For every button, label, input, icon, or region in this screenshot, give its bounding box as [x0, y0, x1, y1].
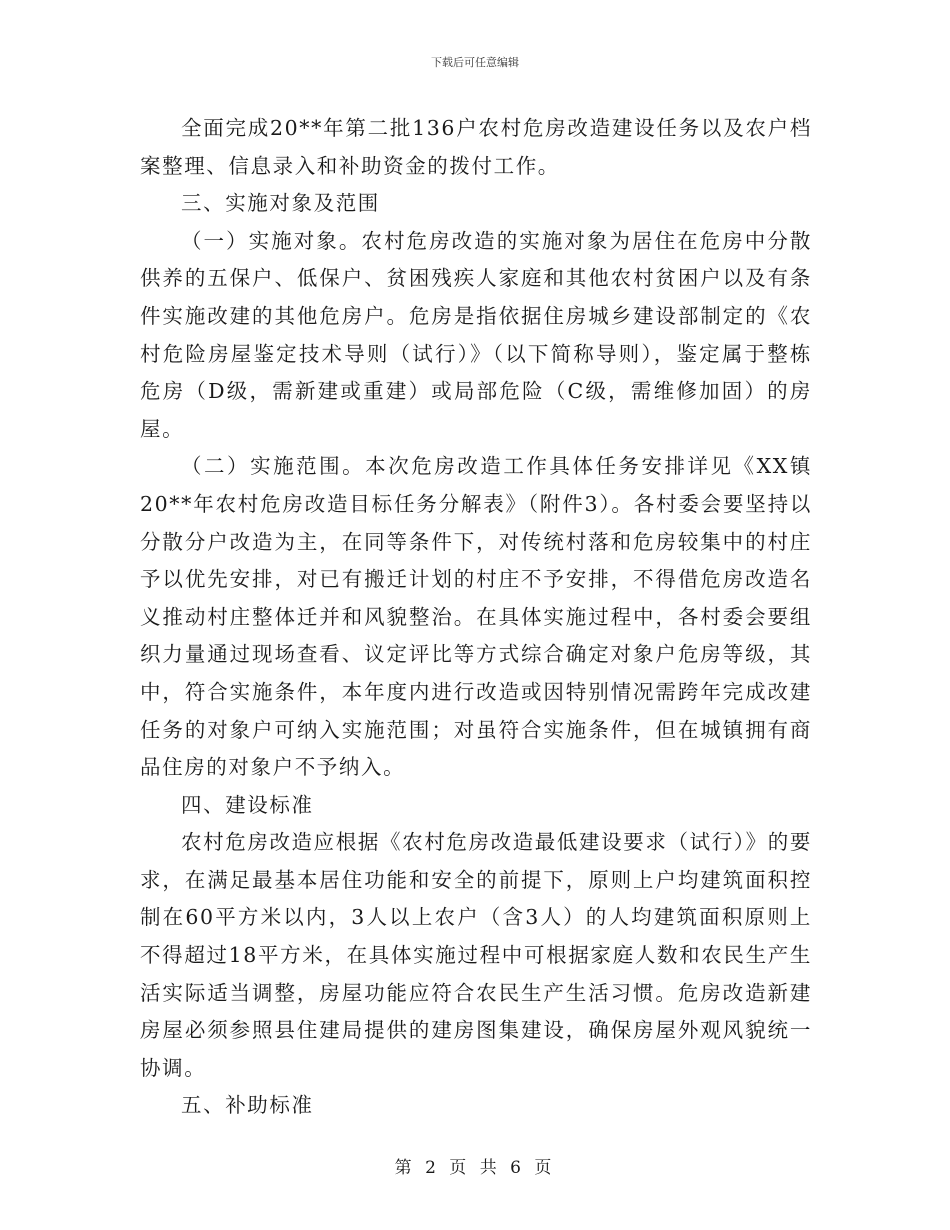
paragraph-target-objects: （一）实施对象。农村危房改造的实施对象为居住在危房中分散供养的五保户、低保户、贫困残疾人家庭和其他农村贫困户以及有条件实施改建的其他危房户。危房是指依据住房城乡建设部制定的《农村危险房屋鉴定技术导则（试行）》（以下简称导则），鉴定属于整栋危房（D级，需新建或重建）或局部危险（C级，需维修加固）的房屋。: [140, 228, 812, 441]
paragraph-task-completion: 全面完成20**年第二批136户农村危房改造建设任务以及农户档案整理、信息录入和补助资金的拨付工作。: [140, 116, 812, 178]
page-header: 下载后可任意编辑: [431, 56, 519, 69]
section-heading-construction-standard: 四、建设标准: [181, 792, 314, 817]
document-body: [140, 110, 812, 1125]
paragraph-construction-standard: 农村危房改造应根据《农村危房改造最低建设要求（试行）》的要求，在满足最基本居住功能和安全的前提下，原则上户均建筑面积控制在60平方米以内，3人以上农户（含3人）的人均建筑面积原则上不得超过18平方米，在具体实施过程中可根据家庭人数和农民生产生活实际适当调整，房屋功能应符合农民生产生活习惯。危房改造新建房屋必须参照县住建局提供的建房图集建设，确保房屋外观风貌统一协调。: [140, 830, 812, 1080]
paragraph-implementation-scope: （二）实施范围。本次危房改造工作具体任务安排详见《XX镇20**年农村危房改造目标任务分解表》（附件3）。各村委会要坚持以分散分户改造为主，在同等条件下，对传统村落和危房较集中的村庄予以优先安排，对已有搬迁计划的村庄不予安排，不得借危房改造名义推动村庄整体迁并和风貌整治。在具体实施过程中，各村委会要组织力量通过现场查看、议定评比等方式综合确定对象户危房等级，其中，符合实施条件，本年度内进行改造或因特别情况需跨年完成改建任务的对象户可纳入实施范围；对虽符合实施条件，但在城镇拥有商品住房的对象户不予纳入。: [140, 454, 812, 780]
section-heading-subsidy-standard: 五、补助标准: [181, 1093, 314, 1118]
section-heading-scope: 三、实施对象及范围: [181, 191, 380, 216]
page-number: 第 2 页 共 6 页: [394, 1158, 556, 1178]
